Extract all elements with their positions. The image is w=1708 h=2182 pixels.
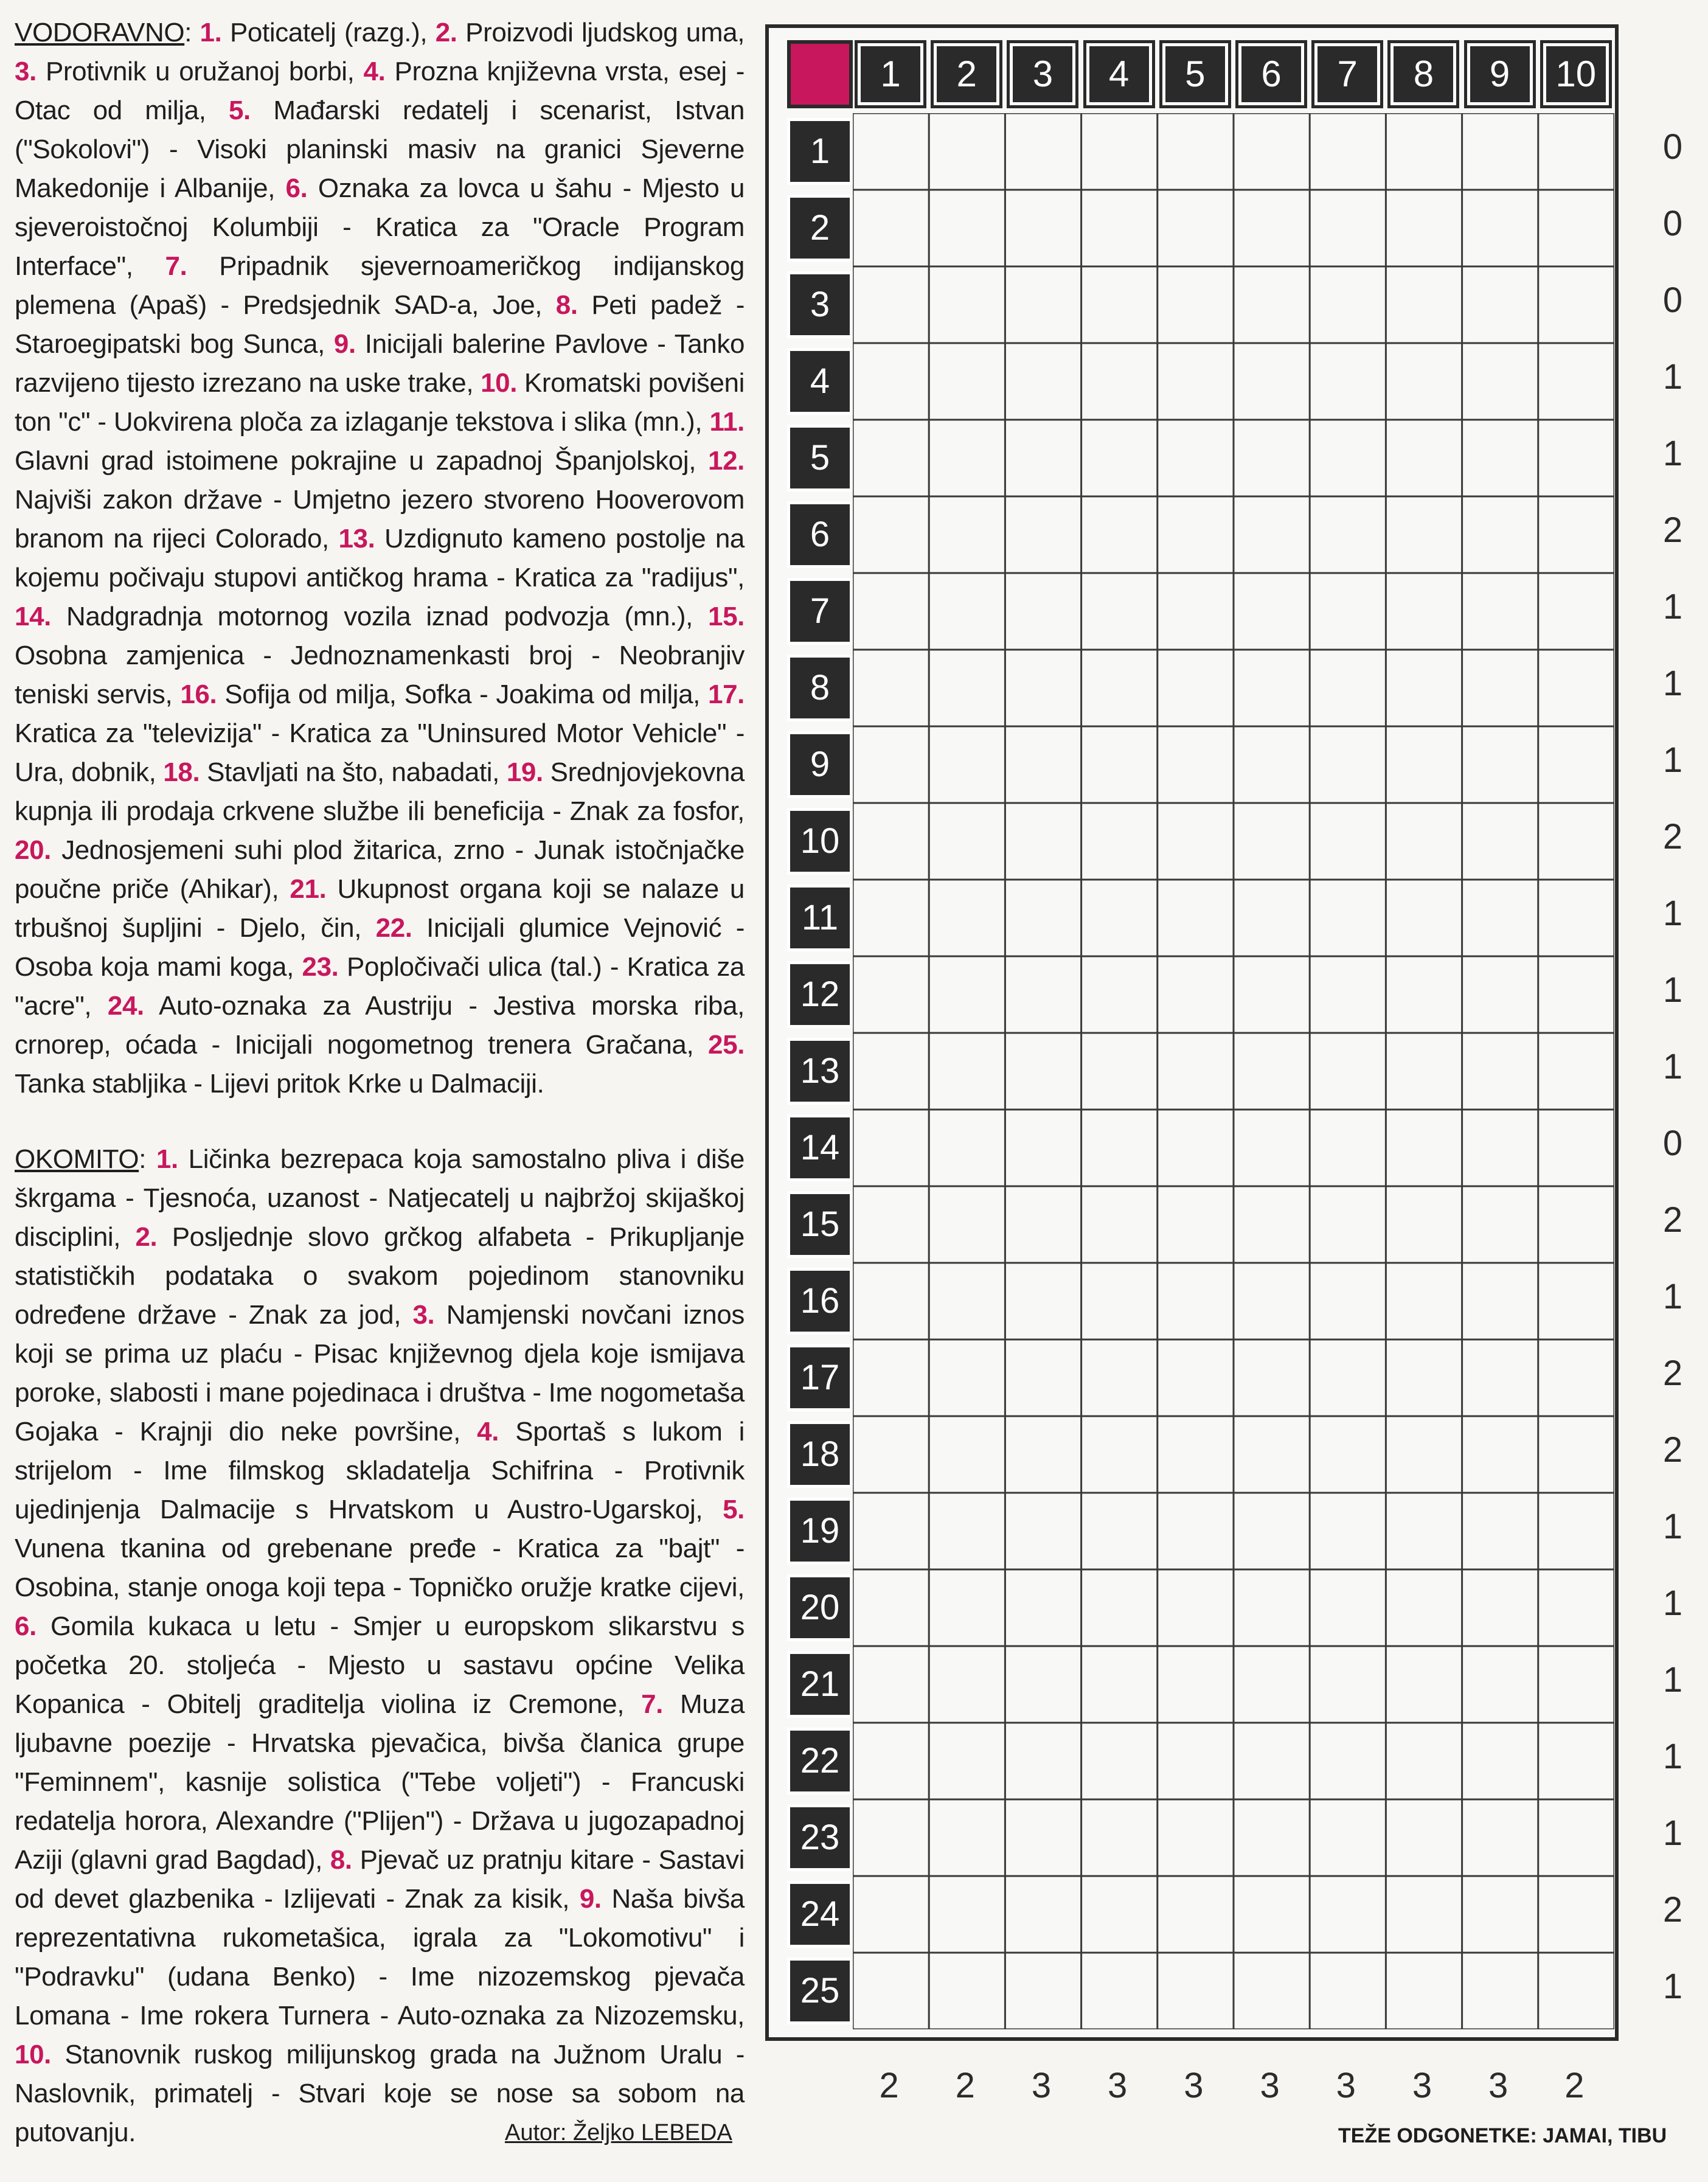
across-clue-text: Mađarski redatelj i scenarist, Istvan ("Sokolovi") - Visoki planinski masiv na granici Sjeverne Makedonije i Albanije,	[15, 96, 745, 203]
across-clue-number: 6.	[285, 173, 308, 203]
grid-lines	[853, 113, 1614, 2029]
column-header: 3	[1007, 40, 1078, 108]
across-clue-text: Jednosjemeni suhi plod žitarica, zrno - Junak istočnjačke poučne priče (Ahikar),	[15, 835, 745, 904]
down-clue-text: Naša bivša reprezentativna rukometašica, igrala za "Lokomotivu" i "Podravku" (udana Benko) - Ime nizozemskog pjevača Lomana - Ime rokera Turnera - Auto-oznaka za Nizozemsku,	[15, 1884, 745, 2031]
row-header: 3	[787, 271, 853, 338]
across-clue-text: Uzdignuto kameno postolje na kojemu počivaju stupovi antičkog hrama - Kratica za "radijus",	[15, 524, 745, 592]
across-title: VODORAVNO	[15, 18, 185, 47]
row-header: 1	[787, 118, 853, 185]
row-header: 8	[787, 655, 853, 721]
row-count: 2	[1662, 510, 1683, 550]
row-header: 12	[787, 961, 853, 1028]
column-header: 5	[1159, 40, 1231, 108]
across-clue-text: Protivnik u oružanoj borbi,	[45, 57, 355, 86]
down-clue-number: 4.	[477, 1417, 499, 1447]
down-clue-text: Namjenski novčani iznos koji se prima uz plaću - Pisac književnog djela koje ismijava poroke, slabosti i mane pojedinaca i društva - Ime nogometaša Gojaka - Krajnji dio neke površine,	[15, 1300, 745, 1447]
row-count: 2	[1662, 1200, 1683, 1240]
row-count: 1	[1662, 434, 1683, 473]
across-clue-number: 3.	[15, 57, 36, 86]
column-header: 4	[1083, 40, 1155, 108]
down-clue-text: Muza ljubavne poezije - Hrvatska pjevačica, bivša članica grupe "Feminnem", kasnije solistica ("Tebe voljeti") - Francuski redatelja horora, Alexandre ("Plijen") - Država u jugozapadnoj Aziji (glavni grad Bagdad),	[15, 1689, 745, 1875]
column-header: 7	[1311, 40, 1383, 108]
across-clue-number: 5.	[228, 96, 251, 125]
row-count: 1	[1662, 970, 1683, 1010]
across-clue-text: Poticatelj (razg.),	[229, 18, 428, 47]
row-count: 0	[1662, 280, 1683, 320]
column-header: 10	[1540, 40, 1612, 108]
across-clue-text: Ukupnost organa koji se nalaze u trbušnoj šupljini - Djelo, čin,	[15, 874, 745, 943]
column-count: 3	[1031, 2066, 1052, 2105]
across-clue-number: 12.	[708, 446, 745, 476]
down-clue-text: Stanovnik ruskog milijunskog grada na Južnom Uralu - Naslovnik, primatelj - Stvari koje se nose sa sobom na putovanju.	[15, 2040, 745, 2147]
row-header: 13	[787, 1038, 853, 1105]
across-clue-text: Popločivači ulica (tal.) - Kratica za "acre",	[15, 952, 745, 1021]
column-count: 3	[1336, 2066, 1356, 2105]
across-clues: VODORAVNO: 1. Poticatelj (razg.), 2. Proizvodi ljudskog uma, 3. Protivnik u oružanoj borbi, 4. Prozna književna vrsta, esej - Otac od milja, 5. Mađarski redatelj i scenarist, Istvan ("Sokolovi") - Visoki planinski masiv na granici Sjeverne Makedonije i Albanije, 6. Oznaka za lovca u šahu - Mjesto u sjeveroistočnoj Kolumbiji - Kratica za "Oracle Program Interface", 7. Pripadnik sjevernoameričkog indijanskog plemena (Apaš) - Predsjednik SAD-a, Joe, 8. Peti padež - Staroegipatski bog Sunca, 9. Inicijali balerine Pavlove - Tanko razvijeno tijesto izrezano na uske trake, 10. Kromatski povišeni ton "c" - Uokvirena ploča za izlaganje tekstova i slika (mn.), 11. Glavni grad istoimene pokrajine u zapadnoj Španjolskoj, 12. Najviši zakon države - Umjetno jezero stvoreno Hooverovom branom na rijeci Colorado, 13. Uzdignuto kameno postolje na kojemu počivaju stupovi antičkog hrama - Kratica za "radijus", 14. Nadgradnja motornog vozila iznad podvozja (mn.), 15. Osobna zamjenica - Jednoznamenkasti broj - Neobranjiv teniski servis, 16. Sofija od milja, Sofka - Joakima od milja, 17. Kratica za "televizija" - Kratica za "Uninsured Motor Vehicle" - Ura, dobnik, 18. Stavljati na što, nabadati, 19. Srednjovjekovna kupnja ili prodaja crkvene službe ili beneficija - Znak za fosfor, 20. Jednosjemeni suhi plod žitarica, zrno - Junak istočnjačke poučne priče (Ahikar), 21. Ukupnost organa koji se nalaze u trbušnoj šupljini - Djelo, čin, 22. Inicijali glumice Vejnović - Osoba koja mami koga, 23. Popločivači ulica (tal.) - Kratica za "acre", 24. Auto-oznaka za Austriju - Jestiva morska riba, crnorep, oćada - Inicijali nogometnog trenera Gračana, 25. Tanka stabljika - Lijevi pritok Krke u Dalmaciji.	[15, 18, 745, 1099]
across-clue-text: Kromatski povišeni ton "c" - Uokvirena ploča za izlaganje tekstova i slika (mn.),	[15, 368, 745, 437]
across-clue-number: 15.	[708, 602, 745, 631]
row-count: 1	[1662, 587, 1683, 627]
across-clue-text: Glavni grad istoimene pokrajine u zapadnoj Španjolskoj,	[15, 446, 696, 476]
row-count: 1	[1662, 1047, 1683, 1086]
across-clue-text: Inicijali glumice Vejnović - Osoba koja mami koga,	[15, 913, 745, 982]
row-header: 7	[787, 578, 853, 645]
across-clue-text: Peti padež - Staroegipatski bog Sunca,	[15, 290, 745, 359]
row-count: 1	[1662, 740, 1683, 780]
down-clue-number: 9.	[579, 1884, 602, 1914]
across-clue-text: Prozna književna vrsta, esej - Otac od milja,	[15, 57, 745, 125]
row-header: 17	[787, 1344, 853, 1411]
row-header: 16	[787, 1268, 853, 1335]
across-clue-text: Pripadnik sjevernoameričkog indijanskog plemena (Apaš) - Predsjednik SAD-a, Joe,	[15, 251, 745, 320]
across-clue-text: Osobna zamjenica - Jednoznamenkasti broj - Neobranjiv teniski servis,	[15, 641, 745, 709]
across-clue-number: 4.	[363, 57, 386, 86]
column-header: 8	[1387, 40, 1459, 108]
across-clue-number: 24.	[107, 991, 144, 1021]
down-clue-text: Pjevač uz pratnju kitare - Sastavi od devet glazbenika - Izlijevati - Znak za kisik,	[15, 1845, 745, 1914]
down-title: OKOMITO	[15, 1144, 139, 1174]
across-clue-text: Tanka stabljika - Lijevi pritok Krke u Dalmaciji.	[15, 1069, 544, 1099]
down-clue-number: 2.	[135, 1222, 158, 1252]
across-clue-text: Kratica za "televizija" - Kratica za "Uninsured Motor Vehicle" - Ura, dobnik,	[15, 718, 745, 787]
across-clue-number: 8.	[555, 290, 578, 320]
across-clue-number: 14.	[15, 602, 51, 631]
row-count: 1	[1662, 894, 1683, 933]
across-clue-number: 2.	[435, 18, 457, 47]
column-count: 2	[955, 2066, 975, 2105]
across-clue-number: 19.	[506, 757, 543, 787]
across-clue-number: 9.	[333, 329, 356, 359]
row-header: 9	[787, 731, 853, 798]
column-count: 3	[1260, 2066, 1280, 2105]
across-clue-number: 13.	[338, 524, 375, 554]
row-count: 2	[1662, 817, 1683, 856]
puzzle-grid	[765, 24, 1619, 2041]
down-clue-text: Sportaš s lukom i strijelom - Ime filmskog skladatelja Schifrina - Protivnik ujedinjenja Dalmacije s Hrvatskom u Austro-Ugarskoj,	[15, 1417, 745, 1524]
row-count: 1	[1662, 1583, 1683, 1623]
down-clues: OKOMITO: 1. Ličinka bezrepaca koja samostalno pliva i diše škrgama - Tjesnoća, uzanost - Natjecatelj u najbržoj skijaškoj disciplini, 2. Posljednje slovo grčkog alfabeta - Prikupljanje statističkih podataka o svakom pojedinom stanovniku određene države - Znak za jod, 3. Namjenski novčani iznos koji se prima uz plaću - Pisac književnog djela koje ismijava poroke, slabosti i mane pojedinaca i društva - Ime nogometaša Gojaka - Krajnji dio neke površine, 4. Sportaš s lukom i strijelom - Ime filmskog skladatelja Schifrina - Protivnik ujedinjenja Dalmacije s Hrvatskom u Austro-Ugarskoj, 5. Vunena tkanina od grebenane pređe - Kratica za "bajt" - Osobina, stanje onoga koji tepa - Topničko oružje kratke cijevi, 6. Gomila kukaca u letu - Smjer u europskom slikarstvu s početka 20. stoljeća - Mjesto u sastavu općine Velika Kopanica - Obitelj graditelja violina iz Cremone, 7. Muza ljubavne poezije - Hrvatska pjevačica, bivša članica grupe "Feminnem", kasnije solistica ("Tebe voljeti") - Francuski redatelja horora, Alexandre ("Plijen") - Država u jugozapadnoj Aziji (glavni grad Bagdad), 8. Pjevač uz pratnju kitare - Sastavi od devet glazbenika - Izlijevati - Znak za kisik, 9. Naša bivša reprezentativna rukometašica, igrala za "Lokomotivu" i "Podravku" (udana Benko) - Ime nizozemskog pjevača Lomana - Ime rokera Turnera - Auto-oznaka za Nizozemsku, 10. Stanovnik ruskog milijunskog grada na Južnom Uralu - Naslovnik, primatelj - Stvari koje se nose sa sobom na putovanju.	[15, 1144, 745, 2147]
across-clue-text: Inicijali balerine Pavlove - Tanko razvijeno tijesto izrezano na uske trake,	[15, 329, 745, 398]
row-header: 5	[787, 425, 853, 492]
hard-answers: TEŽE ODGONETKE: JAMAI, TIBU	[1338, 2124, 1667, 2147]
row-count: 1	[1662, 1813, 1683, 1853]
row-count: 1	[1662, 1737, 1683, 1776]
across-clue-number: 10.	[481, 368, 518, 398]
row-header: 19	[787, 1498, 853, 1565]
row-header: 23	[787, 1804, 853, 1871]
down-clue-number: 1.	[156, 1144, 178, 1174]
across-clue-text: Proizvodi ljudskog uma,	[465, 18, 745, 47]
row-header: 22	[787, 1728, 853, 1795]
row-count: 2	[1662, 1890, 1683, 1930]
row-count: 0	[1662, 1124, 1683, 1163]
down-clue-number: 7.	[641, 1689, 663, 1719]
across-clue-number: 18.	[163, 757, 200, 787]
row-header: 11	[787, 884, 853, 951]
down-items	[15, 1144, 745, 2147]
row-header: 20	[787, 1574, 853, 1641]
row-count: 1	[1662, 1660, 1683, 1700]
column-header: 9	[1464, 40, 1536, 108]
row-count: 1	[1662, 1967, 1683, 2006]
column-header: 2	[931, 40, 1002, 108]
column-header: 1	[855, 40, 926, 108]
column-count: 3	[1412, 2066, 1432, 2105]
across-clue-number: 7.	[165, 251, 187, 281]
across-clue-number: 21.	[290, 874, 327, 904]
clue-column	[15, 13, 745, 2152]
down-clue-text: Gomila kukaca u letu - Smjer u europskom slikarstvu s početka 20. stoljeća - Mjesto u sastavu općine Velika Kopanica - Obitelj graditelja violina iz Cremone,	[15, 1611, 745, 1719]
across-clue-text: Auto-oznaka za Austriju - Jestiva morska riba, crnorep, oćada - Inicijali nogometnog trenera Gračana,	[15, 991, 745, 1060]
row-header: 14	[787, 1114, 853, 1181]
row-header: 10	[787, 808, 853, 875]
row-count: 0	[1662, 204, 1683, 243]
down-clue-text: Posljednje slovo grčkog alfabeta - Prikupljanje statističkih podataka o svakom pojedinom stanovniku određene države - Znak za jod,	[15, 1222, 745, 1330]
down-clue-number: 5.	[723, 1495, 745, 1524]
across-clue-text: Najviši zakon države - Umjetno jezero stvoreno Hooverovom branom na rijeci Colorado,	[15, 485, 745, 554]
row-count: 1	[1662, 1507, 1683, 1546]
across-items	[15, 18, 745, 1099]
row-header: 25	[787, 1958, 853, 2024]
grid-cells[interactable]	[853, 113, 1614, 2029]
down-clue-number: 10.	[15, 2040, 51, 2069]
down-clue-number: 6.	[15, 1611, 36, 1641]
row-count: 0	[1662, 127, 1683, 167]
grid-corner	[787, 40, 853, 108]
across-clue-text: Srednjovjekovna kupnja ili prodaja crkvene službe ili beneficija - Znak za fosfor,	[15, 757, 745, 826]
row-header: 24	[787, 1881, 853, 1948]
row-header: 21	[787, 1651, 853, 1718]
row-header: 2	[787, 195, 853, 262]
column-count: 2	[879, 2066, 899, 2105]
row-count: 1	[1662, 664, 1683, 703]
column-count: 3	[1108, 2066, 1128, 2105]
row-header: 6	[787, 501, 853, 568]
across-clue-number: 20.	[15, 835, 51, 865]
row-header: 18	[787, 1421, 853, 1488]
column-count: 2	[1564, 2066, 1585, 2105]
across-clue-text: Oznaka za lovca u šahu - Mjesto u sjeveroistočnoj Kolumbiji - Kratica za "Oracle Program Interface",	[15, 173, 745, 281]
column-count: 3	[1184, 2066, 1204, 2105]
across-clue-number: 23.	[302, 952, 339, 982]
down-clue-text: Ličinka bezrepaca koja samostalno pliva i diše škrgama - Tjesnoća, uzanost - Natjecatelj u najbržoj skijaškoj disciplini,	[15, 1144, 745, 1252]
across-clue-number: 1.	[200, 18, 222, 47]
row-count: 2	[1662, 1430, 1683, 1470]
down-clue-text: Vunena tkanina od grebenane pređe - Kratica za "bajt" - Osobina, stanje onoga koji tepa - Topničko oružje kratke cijevi,	[15, 1534, 745, 1602]
across-clue-text: Stavljati na što, nabadati,	[207, 757, 500, 787]
down-clue-number: 3.	[412, 1300, 435, 1330]
across-clue-text: Sofija od milja, Sofka - Joakima od milja,	[224, 679, 700, 709]
row-count: 1	[1662, 357, 1683, 397]
author-credit: Autor: Željko LEBEDA	[505, 2120, 732, 2146]
across-clue-text: Nadgradnja motornog vozila iznad podvozja (mn.),	[66, 602, 693, 631]
across-clue-number: 22.	[375, 913, 412, 943]
row-header: 4	[787, 348, 853, 415]
across-clue-number: 11.	[709, 407, 745, 437]
across-clue-number: 25.	[708, 1030, 745, 1060]
down-clue-number: 8.	[330, 1845, 352, 1875]
column-count: 3	[1488, 2066, 1508, 2105]
across-clue-number: 17.	[708, 679, 745, 709]
row-header: 15	[787, 1191, 853, 1258]
column-header: 6	[1235, 40, 1307, 108]
across-clue-number: 16.	[180, 679, 217, 709]
row-count: 1	[1662, 1277, 1683, 1316]
row-count: 2	[1662, 1353, 1683, 1393]
